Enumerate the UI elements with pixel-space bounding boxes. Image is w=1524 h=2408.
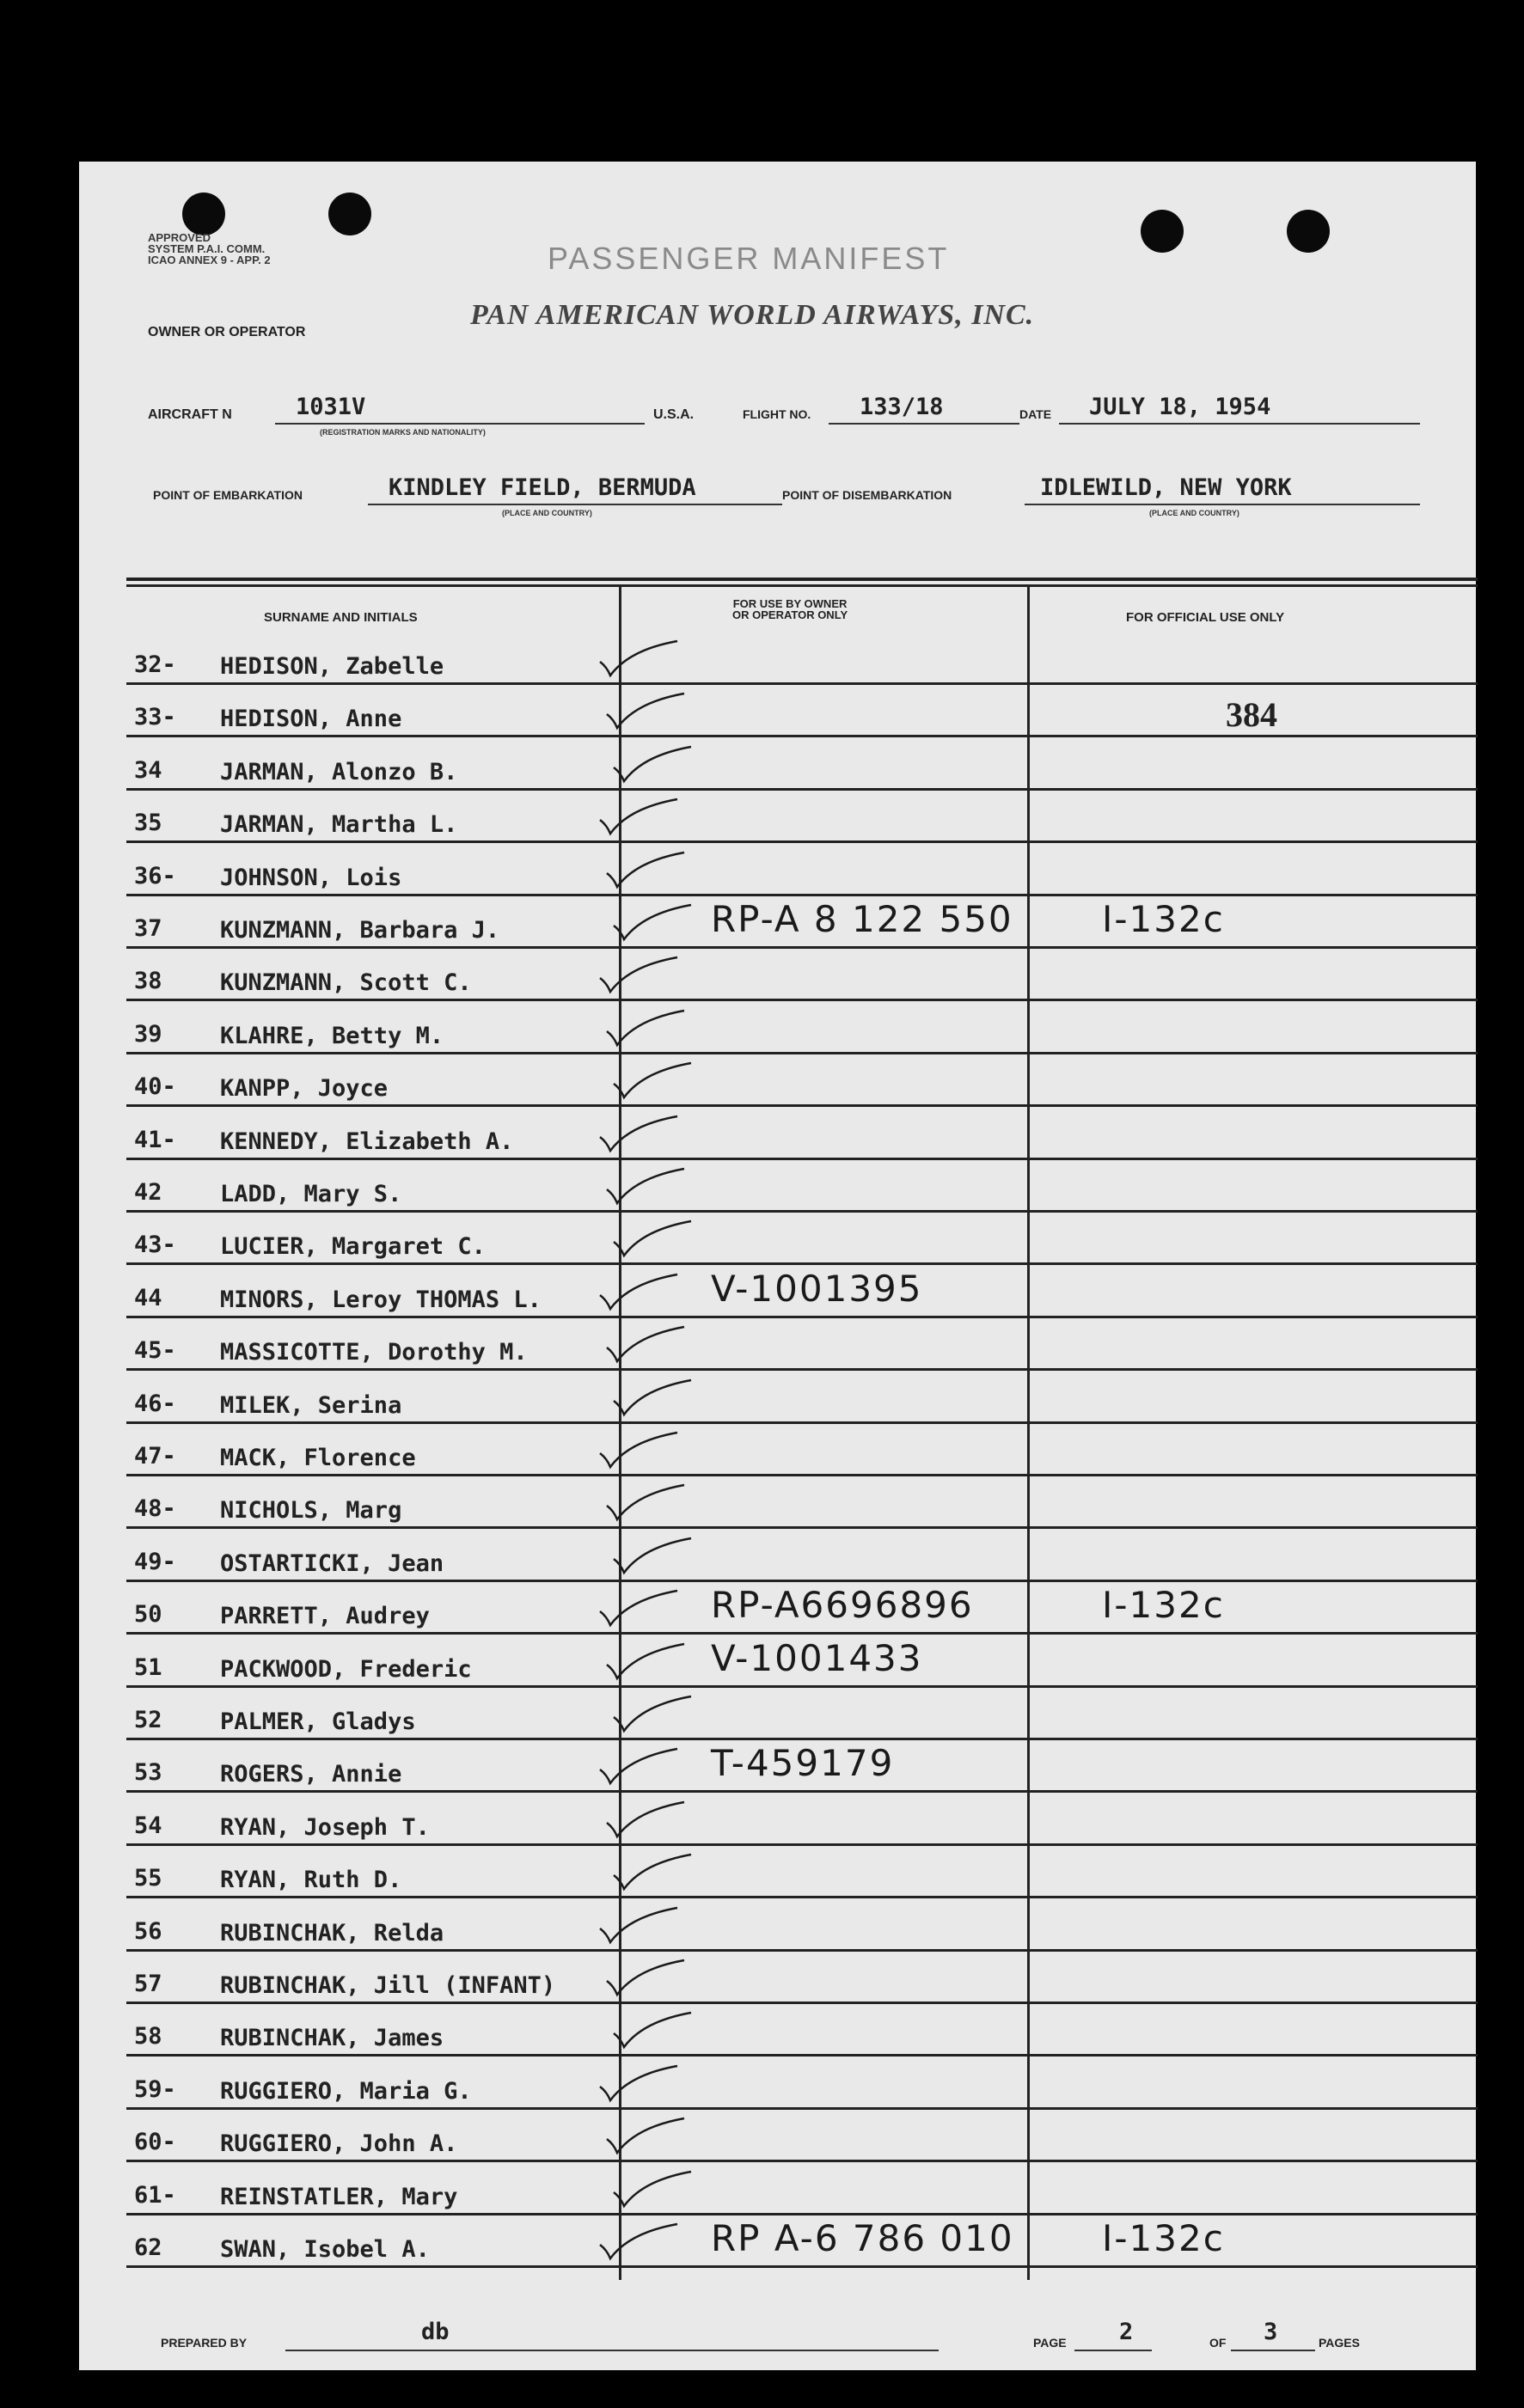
passenger-name: KUNZMANN, Barbara J. xyxy=(220,917,500,944)
passenger-name: JOHNSON, Lois xyxy=(220,864,402,891)
row-divider xyxy=(126,1052,1478,1054)
embark-caption: (PLACE AND COUNTRY) xyxy=(502,509,592,517)
row-divider xyxy=(126,946,1478,949)
passenger-number: 60- xyxy=(134,2129,176,2156)
passenger-number: 56 xyxy=(134,1917,162,1945)
punch-hole-icon xyxy=(1287,210,1330,253)
flight-value: 133/18 xyxy=(860,394,944,420)
flight-label: FLIGHT NO. xyxy=(743,407,811,421)
column-header-surname: SURNAME AND INITIALS xyxy=(264,610,418,625)
passenger-name: RYAN, Joseph T. xyxy=(220,1813,430,1841)
row-divider xyxy=(126,1790,1478,1793)
official-stamp-number: 384 xyxy=(1226,695,1277,734)
passenger-number: 36- xyxy=(134,862,176,889)
row-divider xyxy=(126,1474,1478,1476)
passenger-name: JARMAN, Martha L. xyxy=(220,811,458,839)
row-divider xyxy=(126,788,1478,791)
passenger-number: 41- xyxy=(134,1126,176,1153)
row-divider xyxy=(126,1368,1478,1371)
checkmark-icon xyxy=(602,1957,696,2002)
passenger-number: 52 xyxy=(134,1707,162,1733)
prepared-by-value: db xyxy=(421,2319,450,2345)
passenger-name: NICHOLS, Marg xyxy=(220,1497,402,1525)
passenger-number: 51 xyxy=(134,1653,162,1681)
row-divider xyxy=(126,1580,1478,1582)
checkmark-icon xyxy=(609,1535,703,1580)
row-divider xyxy=(126,1896,1478,1898)
passenger-number: 44 xyxy=(134,1284,162,1311)
row-divider xyxy=(126,2107,1478,2110)
checkmark-icon xyxy=(609,1060,703,1104)
checkmark-icon xyxy=(609,1851,703,1896)
passenger-name: RUGGIERO, John A. xyxy=(220,2130,458,2158)
passenger-number: 46- xyxy=(134,1390,176,1417)
owner-label: OWNER OR OPERATOR xyxy=(148,325,306,339)
checkmark-icon xyxy=(602,1323,696,1368)
passenger-number: 42 xyxy=(134,1179,162,1206)
punch-hole-icon xyxy=(182,193,225,235)
checkmark-icon xyxy=(595,954,689,999)
embark-value: KINDLEY FIELD, BERMUDA xyxy=(389,474,696,501)
approval-note: APPROVED SYSTEM P.A.I. COMM. ICAO ANNEX 9 - APP. 2 xyxy=(148,231,271,266)
row-divider xyxy=(126,1843,1478,1846)
official-note: I-132c xyxy=(1102,2217,1225,2259)
passenger-name: KANPP, Joyce xyxy=(220,1075,389,1103)
disembark-value: IDLEWILD, NEW YORK xyxy=(1040,474,1292,501)
checkmark-icon xyxy=(595,796,689,840)
passenger-number: 45- xyxy=(134,1337,176,1365)
checkmark-icon xyxy=(602,2115,696,2160)
row-divider xyxy=(126,2160,1478,2162)
passenger-name: KENNEDY, Elizabeth A. xyxy=(220,1128,514,1155)
checkmark-icon xyxy=(595,1745,689,1790)
passenger-number: 53 xyxy=(134,1759,162,1787)
checkmark-icon xyxy=(595,2221,689,2265)
page-title: PASSENGER MANIFEST xyxy=(548,241,950,276)
passenger-name: REINSTATLER, Mary xyxy=(220,2183,458,2210)
prepared-by-label: PREPARED BY xyxy=(161,2336,248,2350)
passenger-number: 39 xyxy=(134,1020,162,1048)
passenger-name: MACK, Florence xyxy=(220,1445,416,1471)
row-divider xyxy=(126,1738,1478,1740)
disembark-caption: (PLACE AND COUNTRY) xyxy=(1149,509,1239,517)
checkmark-icon xyxy=(595,1429,689,1474)
aircraft-value: 1031V xyxy=(296,394,366,420)
pages-label: PAGES xyxy=(1319,2336,1360,2350)
row-divider xyxy=(126,735,1478,737)
manifest-sheet xyxy=(79,162,1476,2370)
passenger-number: 61- xyxy=(134,2181,176,2209)
checkmark-icon xyxy=(609,1218,703,1262)
checkmark-icon xyxy=(609,901,703,946)
checkmark-icon xyxy=(595,1904,689,1949)
passenger-number: 62 xyxy=(134,2234,162,2261)
row-divider xyxy=(126,2213,1478,2215)
passenger-number: 55 xyxy=(134,1865,162,1892)
passenger-name: KLAHRE, Betty M. xyxy=(220,1022,444,1049)
row-divider xyxy=(126,1526,1478,1529)
checkmark-icon xyxy=(602,849,696,894)
passenger-number: 35 xyxy=(134,810,162,837)
passenger-number: 48- xyxy=(134,1495,176,1523)
checkmark-icon xyxy=(595,2063,689,2107)
row-divider xyxy=(126,1262,1478,1265)
row-divider xyxy=(126,1421,1478,1424)
checkmark-icon xyxy=(595,1587,689,1632)
passenger-name: JARMAN, Alonzo B. xyxy=(220,758,458,785)
punch-hole-icon xyxy=(328,193,371,235)
aircraft-label: AIRCRAFT N xyxy=(148,407,232,422)
passenger-name: ROGERS, Annie xyxy=(220,1761,402,1788)
passenger-number: 33- xyxy=(134,704,176,731)
checkmark-icon xyxy=(602,1482,696,1526)
passenger-name: PALMER, Gladys xyxy=(220,1708,416,1735)
checkmark-icon xyxy=(602,690,696,735)
row-divider xyxy=(126,1316,1478,1318)
checkmark-icon xyxy=(595,1271,689,1316)
passenger-name: RUBINCHAK, James xyxy=(220,2025,444,2052)
owner-note: T-459179 xyxy=(711,1742,895,1785)
checkmark-icon xyxy=(609,2009,703,2054)
embark-label: POINT OF EMBARKATION xyxy=(153,488,303,502)
passenger-name: RUGGIERO, Maria G. xyxy=(220,2077,472,2105)
passenger-name: MINORS, Leroy THOMAS L. xyxy=(220,1286,542,1313)
passenger-name: LADD, Mary S. xyxy=(220,1181,402,1207)
passenger-name: RUBINCHAK, Jill (INFANT) xyxy=(220,1972,556,1999)
passenger-name: SWAN, Isobel A. xyxy=(220,2236,430,2263)
checkmark-icon xyxy=(595,1113,689,1158)
official-note: I-132c xyxy=(1102,1584,1225,1627)
passenger-number: 49- xyxy=(134,1548,176,1575)
page-label: PAGE xyxy=(1033,2336,1067,2350)
passenger-name: RUBINCHAK, Relda xyxy=(220,1919,444,1947)
of-value: 3 xyxy=(1264,2319,1278,2345)
row-divider xyxy=(126,1685,1478,1688)
owner-note: V-1001395 xyxy=(711,1267,923,1310)
aircraft-caption: (REGISTRATION MARKS AND NATIONALITY) xyxy=(320,428,486,437)
page-value: 2 xyxy=(1119,2319,1134,2345)
row-divider xyxy=(126,2054,1478,2057)
passenger-name: PACKWOOD, Frederic xyxy=(220,1655,472,1683)
passenger-number: 37 xyxy=(134,915,162,942)
row-divider xyxy=(126,999,1478,1001)
row-divider xyxy=(126,1104,1478,1107)
checkmark-icon xyxy=(609,1693,703,1738)
passenger-number: 54 xyxy=(134,1812,162,1839)
passenger-number: 32- xyxy=(134,651,176,678)
row-divider xyxy=(126,1158,1478,1160)
passenger-number: 40- xyxy=(134,1073,176,1101)
row-divider xyxy=(126,1632,1478,1635)
passenger-number: 38 xyxy=(134,968,162,995)
row-divider xyxy=(126,840,1478,843)
row-divider xyxy=(126,2265,1478,2268)
of-label: OF xyxy=(1209,2336,1227,2350)
passenger-name: MASSICOTTE, Dorothy M. xyxy=(220,1339,528,1366)
date-value: JULY 18, 1954 xyxy=(1089,394,1271,420)
disembark-label: POINT OF DISEMBARKATION xyxy=(782,488,952,502)
checkmark-icon xyxy=(602,1799,696,1843)
passenger-number: 47- xyxy=(134,1443,176,1470)
row-divider xyxy=(126,894,1478,896)
date-label: DATE xyxy=(1019,407,1052,421)
row-divider xyxy=(126,1949,1478,1952)
column-header-official-use: FOR OFFICIAL USE ONLY xyxy=(1126,610,1285,625)
checkmark-icon xyxy=(602,1641,696,1685)
checkmark-icon xyxy=(609,1377,703,1421)
checkmark-icon xyxy=(609,2168,703,2213)
passenger-number: 43- xyxy=(134,1232,176,1259)
official-note: I-132c xyxy=(1102,898,1225,940)
passenger-name: HEDISON, Anne xyxy=(220,706,402,733)
passenger-name: LUCIER, Margaret C. xyxy=(220,1233,486,1261)
passenger-number: 34 xyxy=(134,756,162,784)
row-divider xyxy=(126,2002,1478,2004)
checkmark-icon xyxy=(595,638,689,682)
passenger-number: 57 xyxy=(134,1971,162,1997)
checkmark-icon xyxy=(602,1007,696,1052)
usa-label: U.S.A. xyxy=(653,407,695,422)
checkmark-icon xyxy=(609,743,703,788)
punch-hole-icon xyxy=(1141,210,1184,253)
owner-note: RP-A 8 122 550 xyxy=(711,898,1013,940)
passenger-name: MILEK, Serina xyxy=(220,1391,402,1419)
passenger-name: HEDISON, Zabelle xyxy=(220,653,444,680)
passenger-name: OSTARTICKI, Jean xyxy=(220,1549,444,1577)
owner-note: RP A-6 786 010 xyxy=(711,2217,1014,2259)
passenger-name: KUNZMANN, Scott C. xyxy=(220,969,472,997)
owner-value: PAN AMERICAN WORLD AIRWAYS, INC. xyxy=(470,299,1035,331)
row-divider xyxy=(126,1210,1478,1213)
passenger-name: RYAN, Ruth D. xyxy=(220,1867,402,1894)
row-divider xyxy=(126,682,1478,685)
checkmark-icon xyxy=(602,1165,696,1210)
owner-note: V-1001433 xyxy=(711,1636,923,1679)
column-header-owner-use: FOR USE BY OWNER OR OPERATOR ONLY xyxy=(732,597,848,621)
passenger-number: 58 xyxy=(134,2023,162,2050)
passenger-name: PARRETT, Audrey xyxy=(220,1603,430,1630)
passenger-number: 59- xyxy=(134,2075,176,2103)
passenger-number: 50 xyxy=(134,1601,162,1629)
owner-note: RP-A6696896 xyxy=(711,1584,974,1627)
